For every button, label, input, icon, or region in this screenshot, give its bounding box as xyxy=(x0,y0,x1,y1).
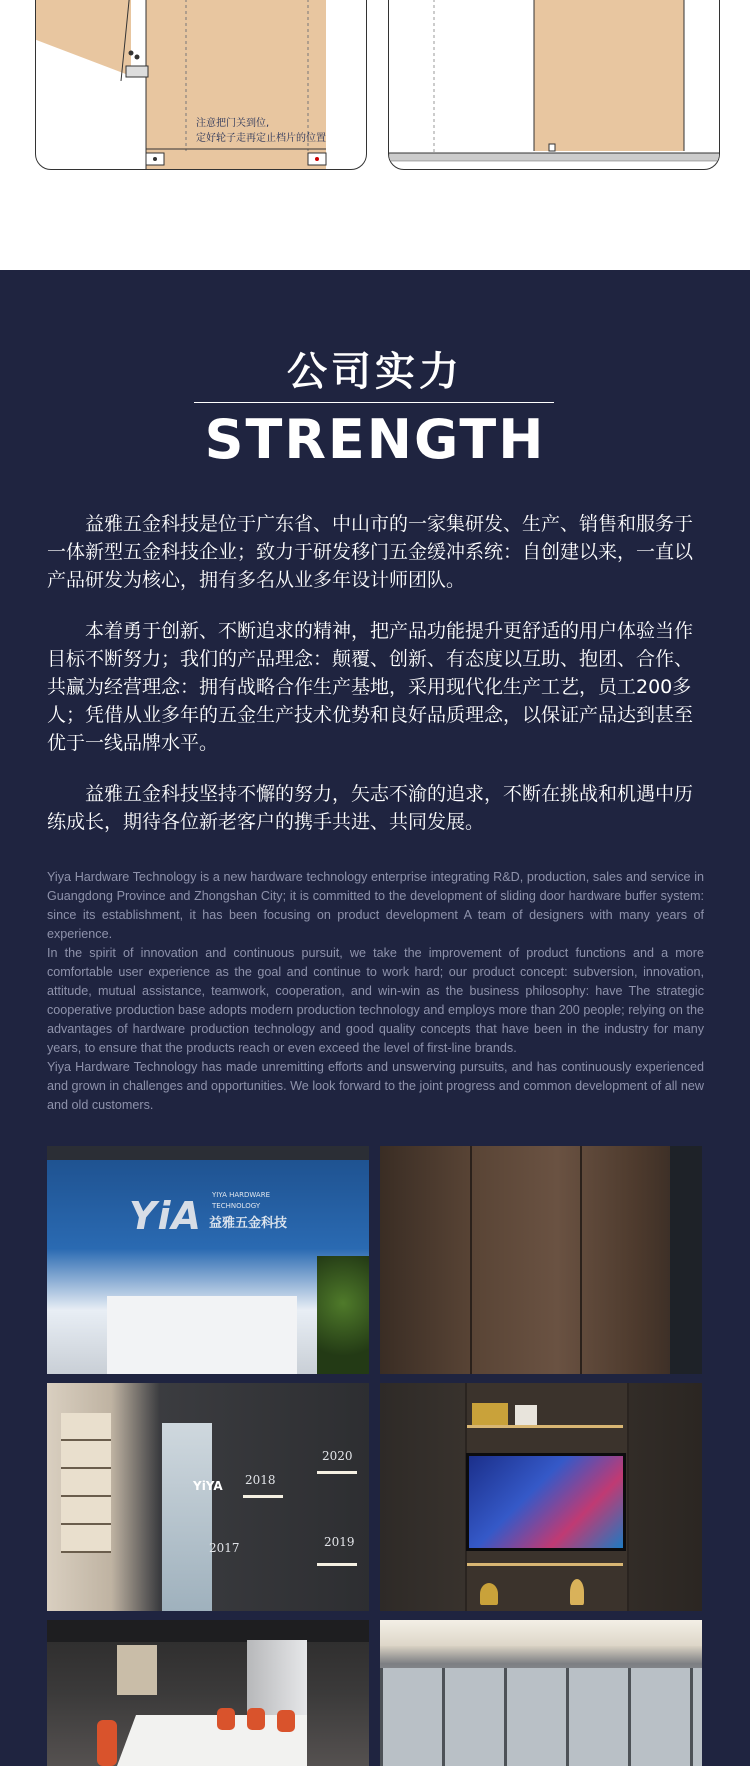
display-shelf xyxy=(61,1413,111,1553)
year-label-2019: 2019 xyxy=(324,1535,355,1549)
reception-en-line2: TECHNOLOGY xyxy=(212,1202,261,1210)
chair xyxy=(277,1710,295,1732)
plant xyxy=(317,1256,369,1374)
install-note xyxy=(196,116,326,146)
photo-wood-wall xyxy=(380,1146,702,1374)
cn-paragraph-1: 益雅五金科技是位于广东省、中山市的一家集研发、生产、销售和服务于一体新型五金科技企业；致力于研发移门五金缓冲系统：自创建以来，一直以产品研发为核心，拥有多名从业多年设计师团队。 xyxy=(47,513,694,591)
light-strip xyxy=(317,1471,357,1474)
light-strip xyxy=(243,1495,283,1498)
install-note-line1: 注意把门关到位, xyxy=(196,118,270,129)
photo-glass-partition xyxy=(380,1620,702,1766)
photo-meeting-room xyxy=(47,1620,369,1766)
photo-reception xyxy=(47,1146,369,1374)
chair xyxy=(247,1708,265,1730)
reception-logo: YiA xyxy=(129,1194,202,1238)
chair xyxy=(217,1708,235,1730)
award-plaque xyxy=(472,1403,508,1425)
panel-seam xyxy=(580,1146,582,1374)
showcase-logo: YiYA xyxy=(193,1479,223,1493)
section-title-en: STRENGTH xyxy=(204,408,546,471)
trophy xyxy=(480,1583,498,1605)
install-diagram-left xyxy=(35,0,367,170)
glass-edge xyxy=(670,1146,702,1374)
photo-tv-cabinet xyxy=(380,1383,702,1611)
installation-diagram-section xyxy=(0,0,750,270)
reception-cn-text: 益雅五金科技 xyxy=(209,1216,288,1231)
ceiling xyxy=(47,1146,369,1160)
panel-seam xyxy=(470,1146,472,1374)
en-paragraph-1: Yiya Hardware Technology is a new hardware technology enterprise integrating R&D, production, sales and service in Guangdong Province and Zhongshan City; it is committed to the development of sliding door hardware buffer system: since its establishment, it has been focusing on product development A team of designers with many years of experience. xyxy=(47,870,704,941)
year-label-2020: 2020 xyxy=(322,1449,353,1463)
ceiling xyxy=(47,1620,369,1642)
cn-paragraph-2: 本着勇于创新、不断追求的精神，把产品功能提升更舒适的用户体验当作目标不断努力；我们的产品理念：颠覆、创新、有态度以互助、抱团、合作、共赢为经营理念：拥有战略合作生产基地，采用现代化生产工艺，员工200多人；凭借从业多年的五金生产技术优势和良好品质理念，以保证产品达到甚至优于一线品牌水平。 xyxy=(47,620,694,754)
reception-en-line1: YIYA HARDWARE xyxy=(212,1191,271,1199)
company-strength-section xyxy=(0,270,750,1766)
reception-desk xyxy=(107,1296,297,1374)
shelf-light xyxy=(467,1425,623,1428)
photo-showcase-corridor xyxy=(47,1383,369,1611)
cn-paragraph-3: 益雅五金科技坚持不懈的努力，矢志不渝的追求，不断在挑战和机遇中历练成长，期待各位新老客户的携手共进、共同发展。 xyxy=(47,783,694,833)
trophy xyxy=(570,1579,584,1605)
certificate xyxy=(515,1405,537,1425)
year-label-2017: 2017 xyxy=(209,1541,240,1555)
year-label-2018: 2018 xyxy=(245,1473,276,1487)
tv-screen xyxy=(466,1453,626,1551)
title-divider xyxy=(194,402,554,403)
install-diagram-drawing-right xyxy=(389,0,720,170)
reception-en-text xyxy=(212,1190,270,1212)
ceiling-light xyxy=(380,1620,702,1646)
en-paragraph-3: Yiya Hardware Technology has made unremitting efforts and unswerving pursuits, and has continuously experienced and grown in challenges and opportunities. We look forward to the joint progress and common development of all new and old customers. xyxy=(47,1060,704,1112)
glass-door xyxy=(162,1423,212,1611)
section-title-cn: 公司实力 xyxy=(287,349,463,395)
light-strip xyxy=(317,1563,357,1566)
chair xyxy=(97,1720,117,1766)
en-paragraph-2: In the spirit of innovation and continuous pursuit, we take the improvement of product functions and a more comfortable user experience as the goal and continue to work hard; our product concept: subversion, innovation, attitude, mutual assistance, teamwork, cooperation, and win-win as the business philosophy: have The strategic cooperative production base adopts modern production technology and employs more than 200 people; relying on the advantages of hardware production technology and good quality concepts that have been in the industry for many years, to ensure that the products reach or even exceed the level of first-line brands. xyxy=(47,946,704,1055)
shelf-light xyxy=(467,1563,623,1566)
install-note-line2: 定好轮子走再定止档片的位置 xyxy=(196,133,326,144)
install-diagram-right xyxy=(388,0,720,170)
wall-frame xyxy=(117,1645,157,1695)
glass-partition-wall xyxy=(380,1668,702,1766)
